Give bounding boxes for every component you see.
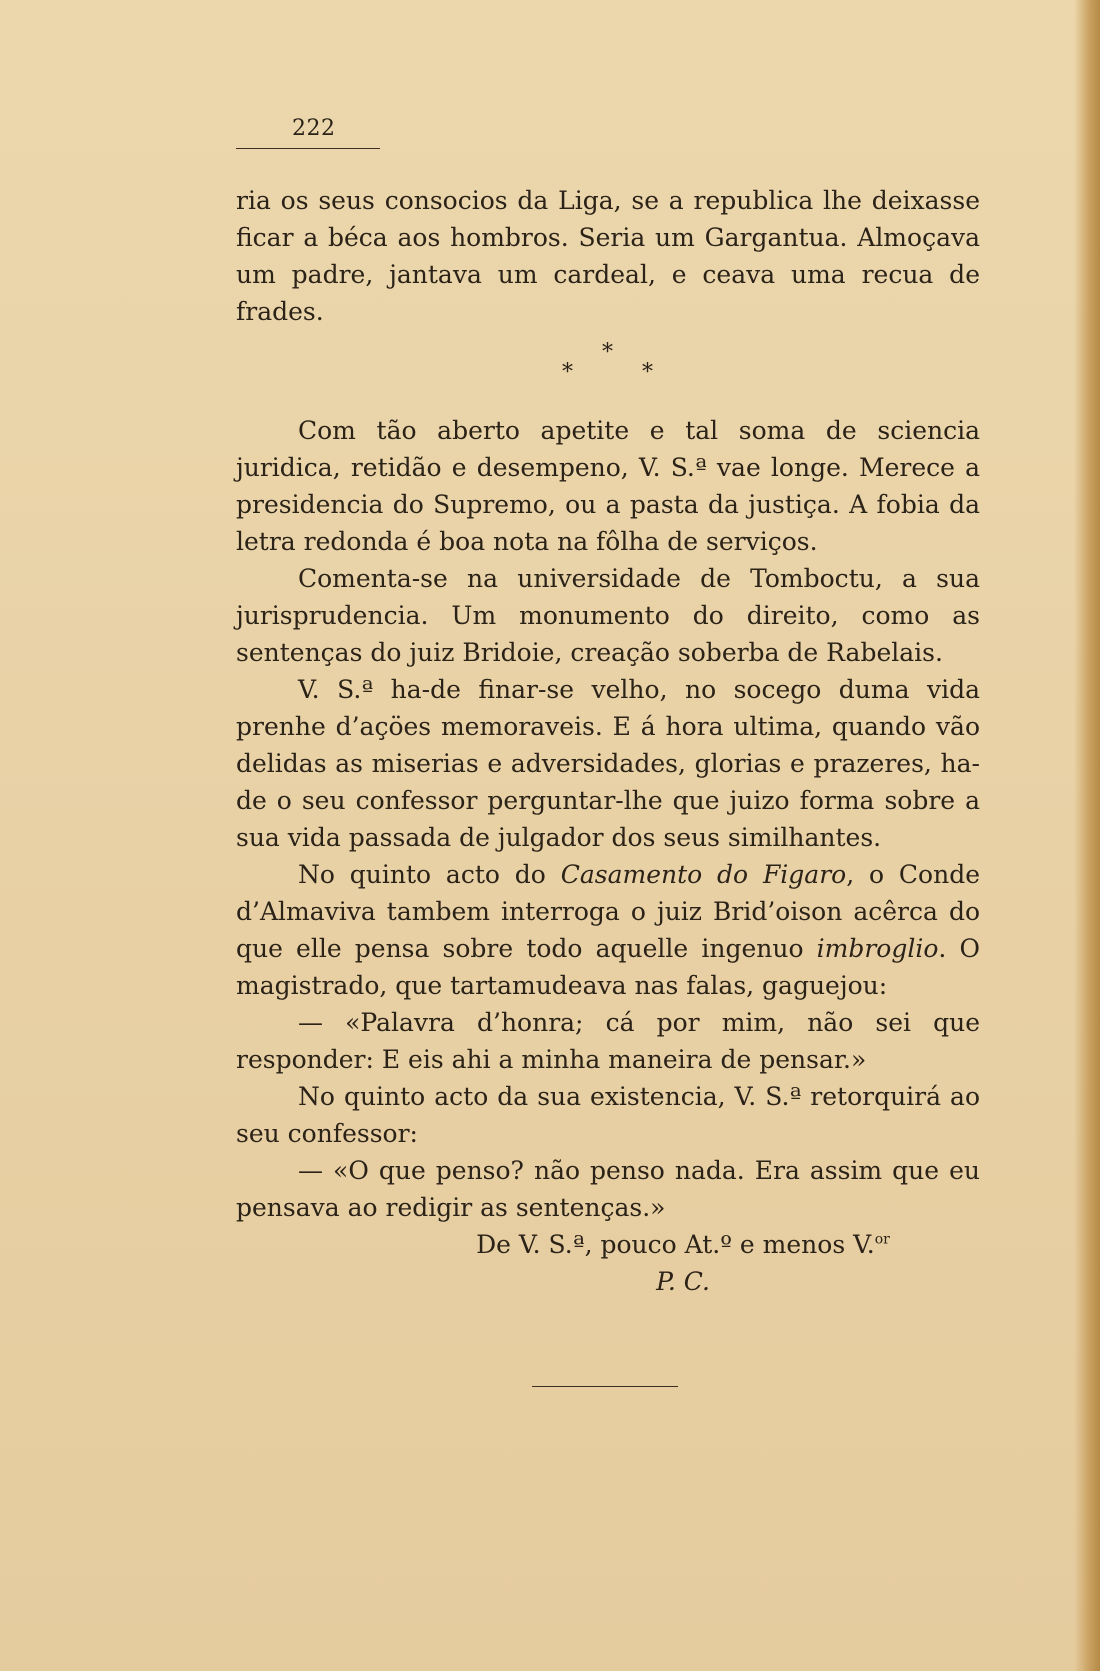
paragraph-6: — «Palavra d’honra; cá por mim, não sei que responder: E eis ahi a minha maneira de pensar.» xyxy=(236,1008,980,1074)
paragraph-2: Com tão aberto apetite e tal soma de sciencia juridica, retidão e desempeno, V. S.ª vae longe. Merece a presidencia do Supremo, ou a pasta da justiça. A fobia da letra redonda é boa nota na fôlha de serviços. xyxy=(236,416,980,556)
asterism-divider xyxy=(236,342,980,398)
paragraph-8: — «O que penso? não penso nada. Era assim que eu pensava ao redigir as sentenças.» xyxy=(236,1156,980,1222)
signature-initials: P. C. xyxy=(656,1267,710,1296)
asterism-star: * xyxy=(642,360,653,385)
paragraph-5-part-1: No quinto acto do xyxy=(298,860,561,889)
signature-superscript: or xyxy=(874,1231,890,1248)
paragraph-4: V. S.ª ha-de finar-se velho, no socego duma vida prenhe d’açöes memoraveis. E á hora ultima, quando vão delidas as miserias e adversidades, glorias e prazeres, ha-de o seu confessor perguntar-lhe que juizo forma sobre a sua vida passada de julgador dos seus similhantes. xyxy=(236,675,980,852)
asterism-star: * xyxy=(562,360,573,385)
paragraph-3: Comenta-se na universidade de Tomboctu, a sua jurisprudencia. Um monumento do direito, como as sentenças do juiz Bridoie, creação soberba de Rabelais. xyxy=(236,564,980,667)
paragraph-5 xyxy=(236,856,980,1004)
footer-rule xyxy=(532,1386,678,1387)
asterism-star: * xyxy=(602,340,613,365)
signature-line xyxy=(236,1226,980,1263)
paragraph-1: ria os seus consocios da Liga, se a republica lhe deixasse ficar a béca aos hombros. Seria um Gargantua. Almoçava um padre, jantava um cardeal, e ceava uma recua de frades. xyxy=(236,186,980,326)
page-edge-shadow xyxy=(1074,0,1100,1671)
paragraph-5-title: Casamento do Figaro xyxy=(560,860,847,889)
paragraph-5-part-2: , o Conde d’Almaviva tambem interroga o juiz Brid’oison acêrca do que elle pensa sobre todo aquelle ingenuo xyxy=(236,860,980,963)
page-number: 222 xyxy=(292,116,336,141)
signature-text: De V. S.ª, pouco At.º e menos V. xyxy=(476,1230,875,1259)
main-text xyxy=(236,182,980,1300)
paragraph-5-part-3: . O magistrado, que tartamudeava nas falas, gaguejou: xyxy=(236,934,981,1000)
paragraph-5-term: imbroglio xyxy=(816,934,939,963)
header-rule xyxy=(236,148,380,149)
paragraph-7: No quinto acto da sua existencia, V. S.ª retorquirá ao seu confessor: xyxy=(236,1082,980,1148)
